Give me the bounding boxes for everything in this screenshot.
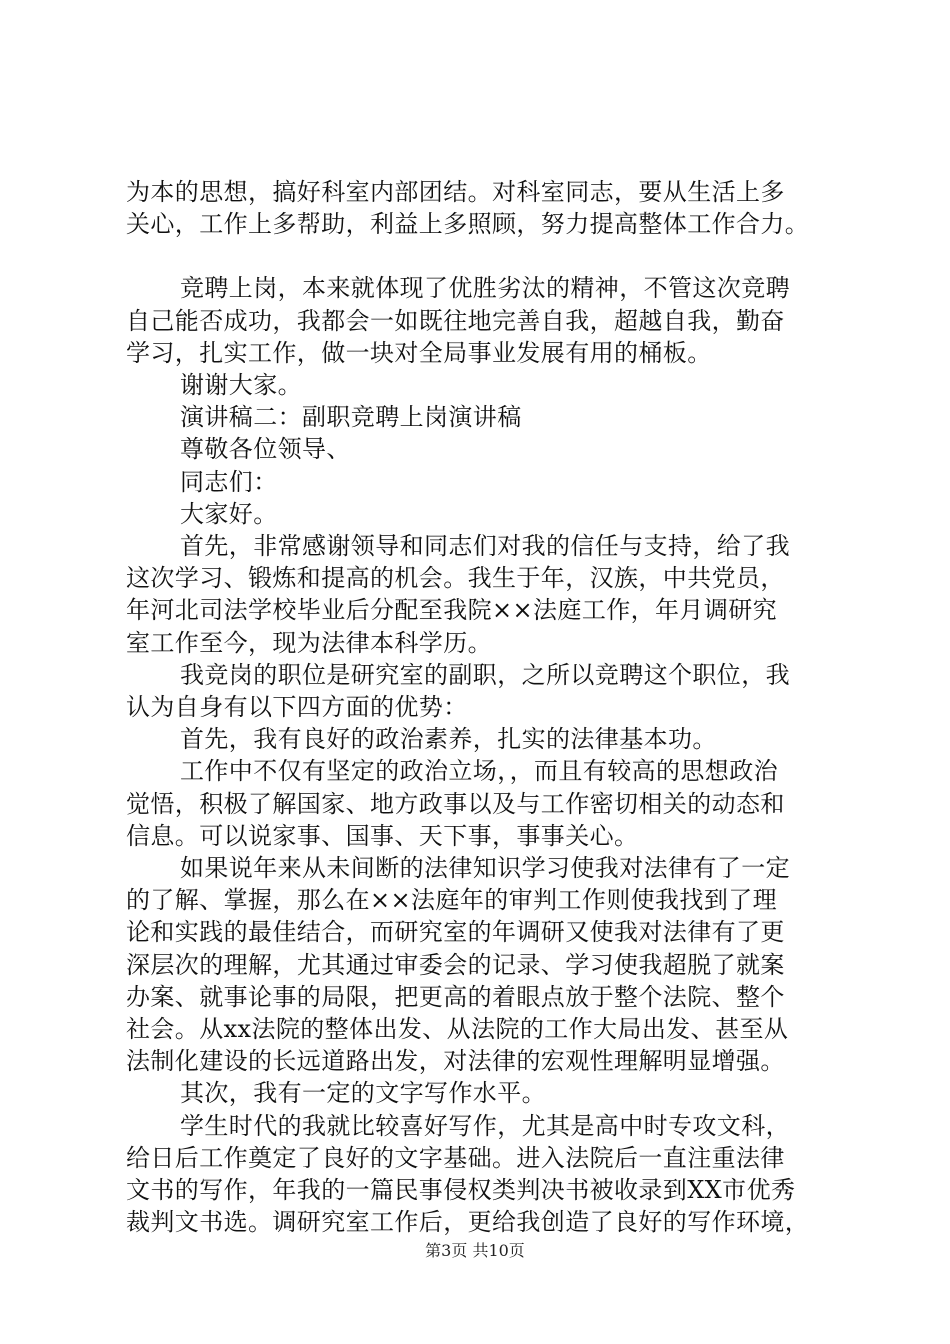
text-line [126, 723, 836, 755]
text-line [126, 466, 836, 498]
text-line [126, 820, 836, 852]
text-line [126, 1174, 836, 1206]
text-line [126, 691, 836, 723]
line-text: 学习，扎实工作，做一块对全局事业发展有用的桶板。 [126, 338, 712, 367]
page-number-label: 第3页 共10页 [425, 1241, 525, 1260]
text-line [126, 401, 836, 433]
line-text: 学生时代的我就比较喜好写作，尤其是高中时专攻文科， [180, 1111, 790, 1140]
paragraph [126, 466, 836, 498]
line-text: 裁判文书选。调研究室工作后，更给我创造了良好的写作环境， [126, 1208, 810, 1237]
text-line [126, 949, 836, 981]
text-line [126, 337, 836, 369]
text-line [126, 1142, 836, 1174]
line-text: 其次，我有一定的文字写作水平。 [180, 1079, 546, 1108]
text-line [126, 369, 836, 401]
text-line [126, 176, 836, 208]
line-text: 社会。从xx法院的整体出发、从法院的工作大局出发、甚至从 [126, 1015, 789, 1044]
line-text: 给日后工作奠定了良好的文字基础。进入法院后一直注重法律 [126, 1143, 785, 1172]
text-line [126, 498, 836, 530]
line-text: 谢谢大家。 [180, 371, 302, 400]
line-text: 如果说年来从未间断的法律知识学习使我对法律有了一定 [180, 854, 790, 883]
line-text: 尊敬各位领导、 [180, 435, 351, 464]
line-text: 为本的思想，搞好科室内部团结。对科室同志，要从生活上多 [126, 178, 785, 206]
text-line [126, 788, 836, 820]
text-line [126, 1013, 836, 1045]
text-line [126, 884, 836, 916]
document-body [126, 176, 836, 1239]
line-text: 法制化建设的长远道路出发，对法律的宏观性理解明显增强。 [126, 1047, 785, 1076]
text-line [126, 433, 836, 465]
text-line [126, 627, 836, 659]
line-text: 自己能否成功，我都会一如既往地完善自我，超越自我，勤奋 [126, 306, 785, 335]
line-text: 文书的写作，年我的一篇民事侵权类判决书被收录到XX市优秀 [126, 1176, 796, 1205]
line-text: 办案、就事论事的局限，把更高的着眼点放于整个法院、整个 [126, 982, 785, 1011]
paragraph [126, 1110, 836, 1239]
text-line [126, 852, 836, 884]
text-line [126, 208, 836, 240]
text-line [126, 981, 836, 1013]
line-text: 工作中不仅有坚定的政治立场，，而且有较高的思想政治 [180, 757, 778, 786]
text-line [126, 530, 836, 562]
line-text: 首先，我有良好的政治素养，扎实的法律基本功。 [180, 725, 717, 754]
paragraph [126, 852, 836, 1077]
paragraph [126, 433, 836, 465]
paragraph [126, 498, 836, 530]
line-text: 认为自身有以下四方面的优势： [126, 693, 468, 722]
text-line [126, 1110, 836, 1142]
line-text: 这次学习、锻炼和提高的机会。我生于年，汉族，中共党员， [126, 564, 785, 593]
paragraph [126, 723, 836, 755]
line-text: 演讲稿二：副职竞聘上岗演讲稿 [180, 403, 522, 432]
line-text: 首先，非常感谢领导和同志们对我的信任与支持，给了我 [180, 532, 790, 561]
text-line [126, 562, 836, 594]
text-line [126, 305, 836, 337]
line-text: 大家好。 [180, 499, 278, 528]
paragraph [126, 530, 836, 659]
text-line [126, 1206, 836, 1238]
line-text: 关心，工作上多帮助，利益上多照顾，努力提高整体工作合力。 [126, 210, 810, 239]
line-text: 竞聘上岗，本来就体现了优胜劣汰的精神，不管这次竞聘 [180, 274, 790, 303]
line-text: 室工作至今，现为法律本科学历。 [126, 628, 492, 657]
line-text: 我竞岗的职位是研究室的副职，之所以竞聘这个职位，我 [180, 660, 790, 689]
line-text: 觉悟，积极了解国家、地方政事以及与工作密切相关的动态和 [126, 789, 785, 818]
page-footer [0, 1241, 950, 1261]
paragraph [126, 176, 836, 240]
text-line [126, 594, 836, 626]
line-text: 同志们： [180, 467, 278, 496]
paragraph [126, 659, 836, 723]
line-text: 年河北司法学校毕业后分配至我院××法庭工作，年月调研究 [126, 596, 778, 625]
text-line [126, 272, 836, 304]
text-line [126, 1077, 836, 1109]
paragraph [126, 369, 836, 401]
paragraph [126, 1077, 836, 1109]
paragraph [126, 755, 836, 852]
line-text: 的了解、掌握，那么在××法庭年的审判工作则使我找到了理 [126, 886, 778, 915]
paragraph [126, 272, 836, 369]
text-line [126, 916, 836, 948]
paragraph [126, 401, 836, 433]
text-line [126, 755, 836, 787]
line-text: 深层次的理解，尤其通过审委会的记录、学习使我超脱了就案 [126, 950, 785, 979]
line-text: 信息。可以说家事、国事、天下事，事事关心。 [126, 821, 639, 850]
text-line [126, 659, 836, 691]
line-text: 论和实践的最佳结合，而研究室的年调研又使我对法律有了更 [126, 918, 785, 947]
text-line [126, 1045, 836, 1077]
